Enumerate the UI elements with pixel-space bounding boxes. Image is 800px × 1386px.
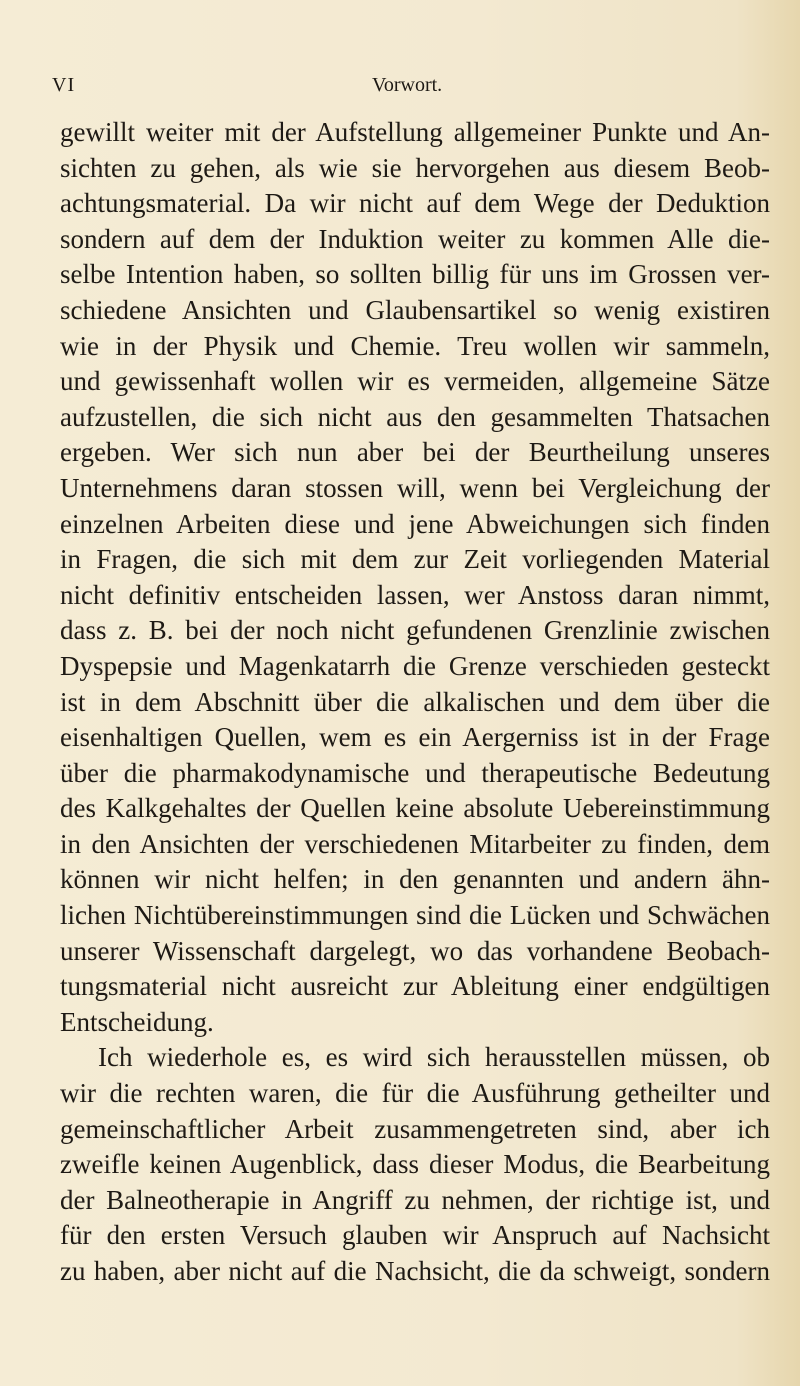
text-line: selbe Intention haben, so sollten billig für uns im Grossen ver-: [60, 259, 770, 290]
text-line: gewillt weiter mit der Aufstellung allgemeiner Punkte und An-: [60, 117, 770, 147]
text-line: für den ersten Versuch glauben wir Anspruch auf Nachsicht: [60, 1220, 770, 1251]
paragraph-end-line: Entscheidung.: [60, 1006, 214, 1037]
text-line: achtungsmaterial. Da wir nicht auf dem Wege der Deduktion: [60, 188, 770, 219]
text-line: sichten zu gehen, als wie sie hervorgehen aus diesem Beob-: [60, 152, 770, 183]
text-line: und gewissenhaft wollen wir es vermeiden, allgemeine Sätze: [60, 366, 770, 397]
page-header: [52, 74, 767, 104]
text-line: sondern auf dem der Induktion weiter zu kommen Alle die-: [60, 223, 770, 254]
text-line: der Balneotherapie in Angriff zu nehmen, der richtige ist, und: [60, 1184, 770, 1215]
text-line: einzelnen Arbeiten diese und jene Abweichungen sich finden: [60, 508, 770, 539]
text-line: des Kalkgehaltes der Quellen keine absolute Uebereinstimmung: [60, 793, 770, 824]
text-line: in den Ansichten der verschiedenen Mitarbeiter zu finden, dem: [60, 828, 770, 859]
text-line: Dyspepsie und Magenkatarrh die Grenze verschieden gesteckt: [60, 650, 770, 681]
text-line: nicht definitiv entscheiden lassen, wer Anstoss daran nimmt,: [60, 579, 770, 610]
text-line: tungsmaterial nicht ausreicht zur Ableitung einer endgültigen: [60, 971, 770, 1002]
paragraph-start-line: Ich wiederhole es, es wird sich herausstellen müssen, ob: [98, 1042, 770, 1073]
text-line: eisenhaltigen Quellen, wem es ein Aergerniss ist in der Frage: [60, 722, 770, 753]
text-line: zu haben, aber nicht auf die Nachsicht, die da schweigt, sondern: [60, 1256, 770, 1286]
body-text: [60, 115, 770, 1290]
text-line: lichen Nichtübereinstimmungen sind die Lücken und Schwächen: [60, 900, 770, 931]
text-line: Unternehmens daran stossen will, wenn bei Vergleichung der: [60, 472, 770, 503]
text-line: gemeinschaftlicher Arbeit zusammengetreten sind, aber ich: [60, 1113, 770, 1144]
running-head: Vorwort.: [372, 74, 443, 96]
text-line: ergeben. Wer sich nun aber bei der Beurtheilung unseres: [60, 437, 770, 468]
page-number: VI: [52, 74, 76, 96]
text-line: wir die rechten waren, die für die Ausführung getheilter und: [60, 1078, 770, 1109]
text-line: über die pharmakodynamische und therapeutische Bedeutung: [60, 757, 770, 788]
text-line: aufzustellen, die sich nicht aus den gesammelten Thatsachen: [60, 401, 770, 432]
text-line: können wir nicht helfen; in den genannten und andern ähn-: [60, 864, 770, 895]
text-line: dass z. B. bei der noch nicht gefundenen Grenzlinie zwischen: [60, 615, 770, 646]
text-line: zweifle keinen Augenblick, dass dieser Modus, die Bearbeitung: [60, 1149, 770, 1180]
text-line: schiedene Ansichten und Glaubensartikel so wenig existiren: [60, 294, 770, 325]
text-line: unserer Wissenschaft dargelegt, wo das vorhandene Beobach-: [60, 935, 770, 966]
text-line: in Fragen, die sich mit dem zur Zeit vorliegenden Material: [60, 544, 770, 575]
text-line: ist in dem Abschnitt über die alkalischen und dem über die: [60, 686, 770, 717]
text-line: wie in der Physik und Chemie. Treu wollen wir sammeln,: [60, 330, 770, 361]
